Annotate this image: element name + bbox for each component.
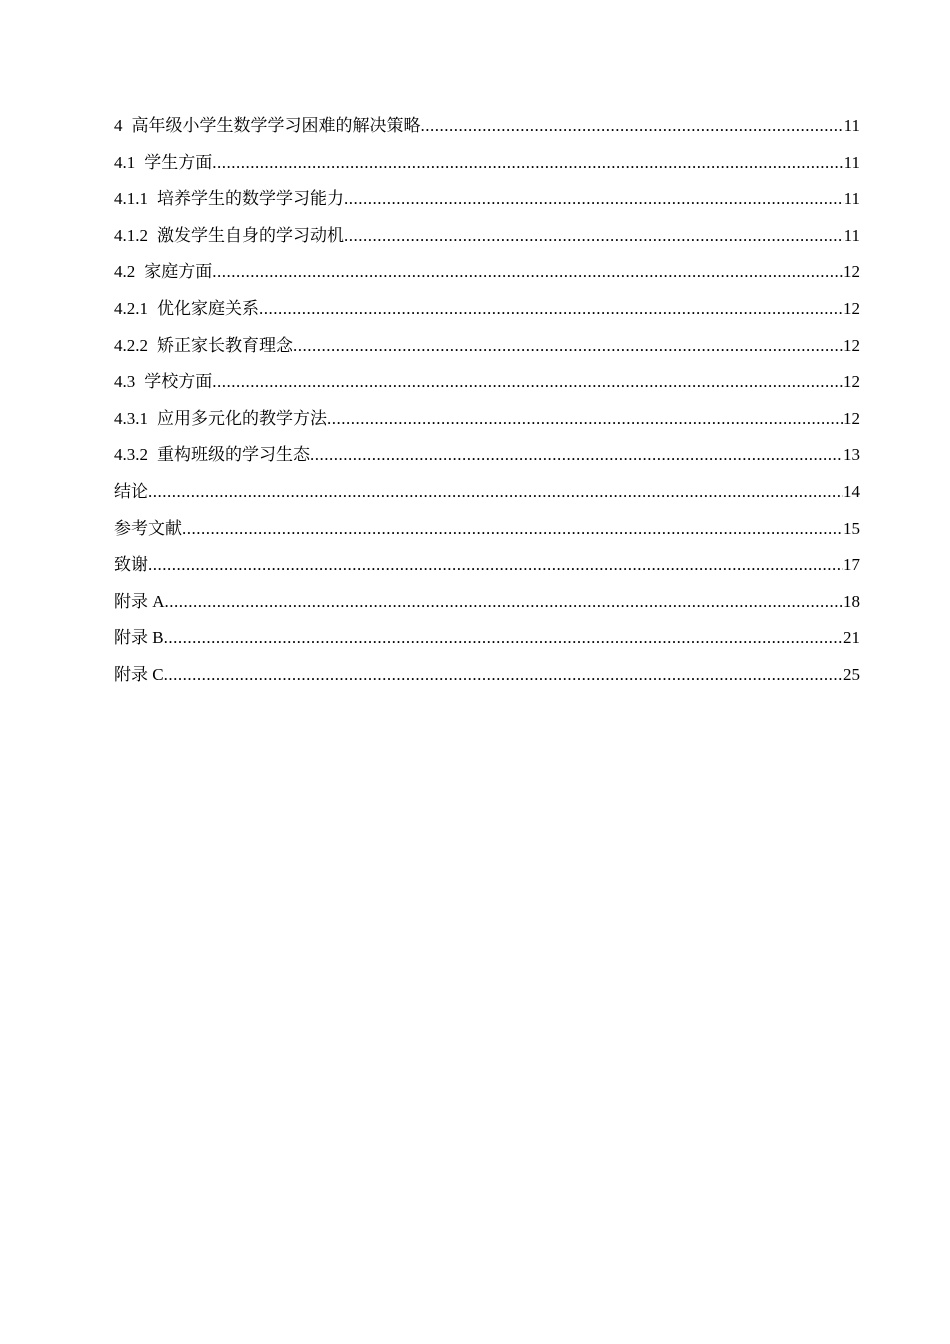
toc-entry-page: 12: [843, 262, 860, 282]
toc-entry-title: 学校方面: [144, 372, 213, 392]
toc-entry-page: 21: [843, 628, 860, 648]
toc-entry-title: 重构班级的学习生态: [157, 445, 310, 465]
toc-entry-title: 优化家庭关系: [157, 298, 259, 318]
toc-dot-leader: [165, 584, 843, 621]
toc-entry[interactable]: [114, 511, 860, 548]
toc-dot-leader: [148, 547, 843, 584]
toc-entry-title: 参考文献: [114, 518, 182, 538]
toc-entry-page: 11: [843, 189, 860, 209]
toc-entry-title: 高年级小学生数学学习困难的解决策略: [131, 116, 421, 135]
toc-dot-leader: [344, 181, 844, 218]
toc-entry[interactable]: [114, 145, 860, 182]
toc-entry-title: 矫正家长教育理念: [157, 335, 293, 355]
toc-entry-page: 12: [843, 372, 860, 392]
toc-dot-leader: [421, 108, 844, 145]
toc-entry-number: 4.2.1: [114, 298, 148, 318]
toc-entry[interactable]: [114, 291, 860, 328]
toc-entry-page: 12: [843, 298, 860, 318]
toc-dot-leader: [164, 657, 843, 694]
toc-entry[interactable]: [114, 620, 860, 657]
toc-entry-title: 致谢: [114, 555, 148, 575]
toc-entry-title: 培养学生的数学学习能力: [157, 189, 344, 209]
toc-dot-leader: [327, 401, 843, 438]
toc-entry-page: 11: [843, 225, 860, 245]
toc-entry-page: 18: [843, 591, 860, 611]
toc-dot-leader: [164, 620, 843, 657]
toc-entry-number: 4.3: [114, 372, 136, 392]
toc-entry[interactable]: [114, 547, 860, 584]
toc-entry[interactable]: [114, 401, 860, 438]
toc-entry-number: 4.1: [114, 152, 136, 172]
toc-entry-page: 13: [843, 445, 860, 465]
table-of-contents: [114, 108, 860, 694]
toc-entry-title: 应用多元化的教学方法: [157, 408, 327, 428]
toc-dot-leader: [148, 474, 843, 511]
toc-dot-leader: [259, 291, 843, 328]
toc-entry-title: 附录 B: [114, 628, 164, 648]
toc-entry-number: 4: [114, 116, 123, 135]
toc-entry-number: 4.1.1: [114, 189, 148, 209]
toc-entry-number: 4.2: [114, 262, 136, 282]
toc-entry-page: 17: [843, 555, 860, 575]
toc-entry[interactable]: [114, 108, 860, 145]
toc-entry-title: 家庭方面: [144, 262, 213, 282]
toc-dot-leader: [344, 218, 844, 255]
toc-entry-page: 14: [843, 481, 860, 501]
toc-entry-page: 12: [843, 335, 860, 355]
toc-entry-title: 附录 A: [114, 591, 165, 611]
toc-dot-leader: [310, 437, 843, 474]
toc-entry-number: 4.3.2: [114, 445, 148, 465]
toc-dot-leader: [212, 145, 843, 182]
toc-entry-number: 4.2.2: [114, 335, 148, 355]
toc-entry-title: 激发学生自身的学习动机: [157, 225, 344, 245]
toc-dot-leader: [293, 328, 843, 365]
toc-entry-page: 11: [843, 152, 860, 172]
toc-entry[interactable]: [114, 437, 860, 474]
toc-dot-leader: [212, 254, 843, 291]
toc-entry-title: 学生方面: [144, 152, 213, 172]
toc-dot-leader: [212, 364, 843, 401]
toc-entry[interactable]: [114, 657, 860, 694]
toc-entry[interactable]: [114, 474, 860, 511]
toc-entry[interactable]: [114, 181, 860, 218]
toc-entry[interactable]: [114, 584, 860, 621]
toc-entry-title: 附录 C: [114, 664, 164, 684]
toc-entry-number: 4.3.1: [114, 408, 148, 428]
toc-entry-title: 结论: [114, 481, 148, 501]
toc-entry-page: 25: [843, 664, 860, 684]
toc-entry[interactable]: [114, 254, 860, 291]
toc-entry[interactable]: [114, 218, 860, 255]
toc-entry-page: 15: [843, 518, 860, 538]
toc-dot-leader: [182, 511, 843, 548]
toc-entry-number: 4.1.2: [114, 225, 148, 245]
toc-entry[interactable]: [114, 364, 860, 401]
toc-entry-page: 12: [843, 408, 860, 428]
toc-entry[interactable]: [114, 328, 860, 365]
toc-entry-page: 11: [843, 116, 860, 135]
